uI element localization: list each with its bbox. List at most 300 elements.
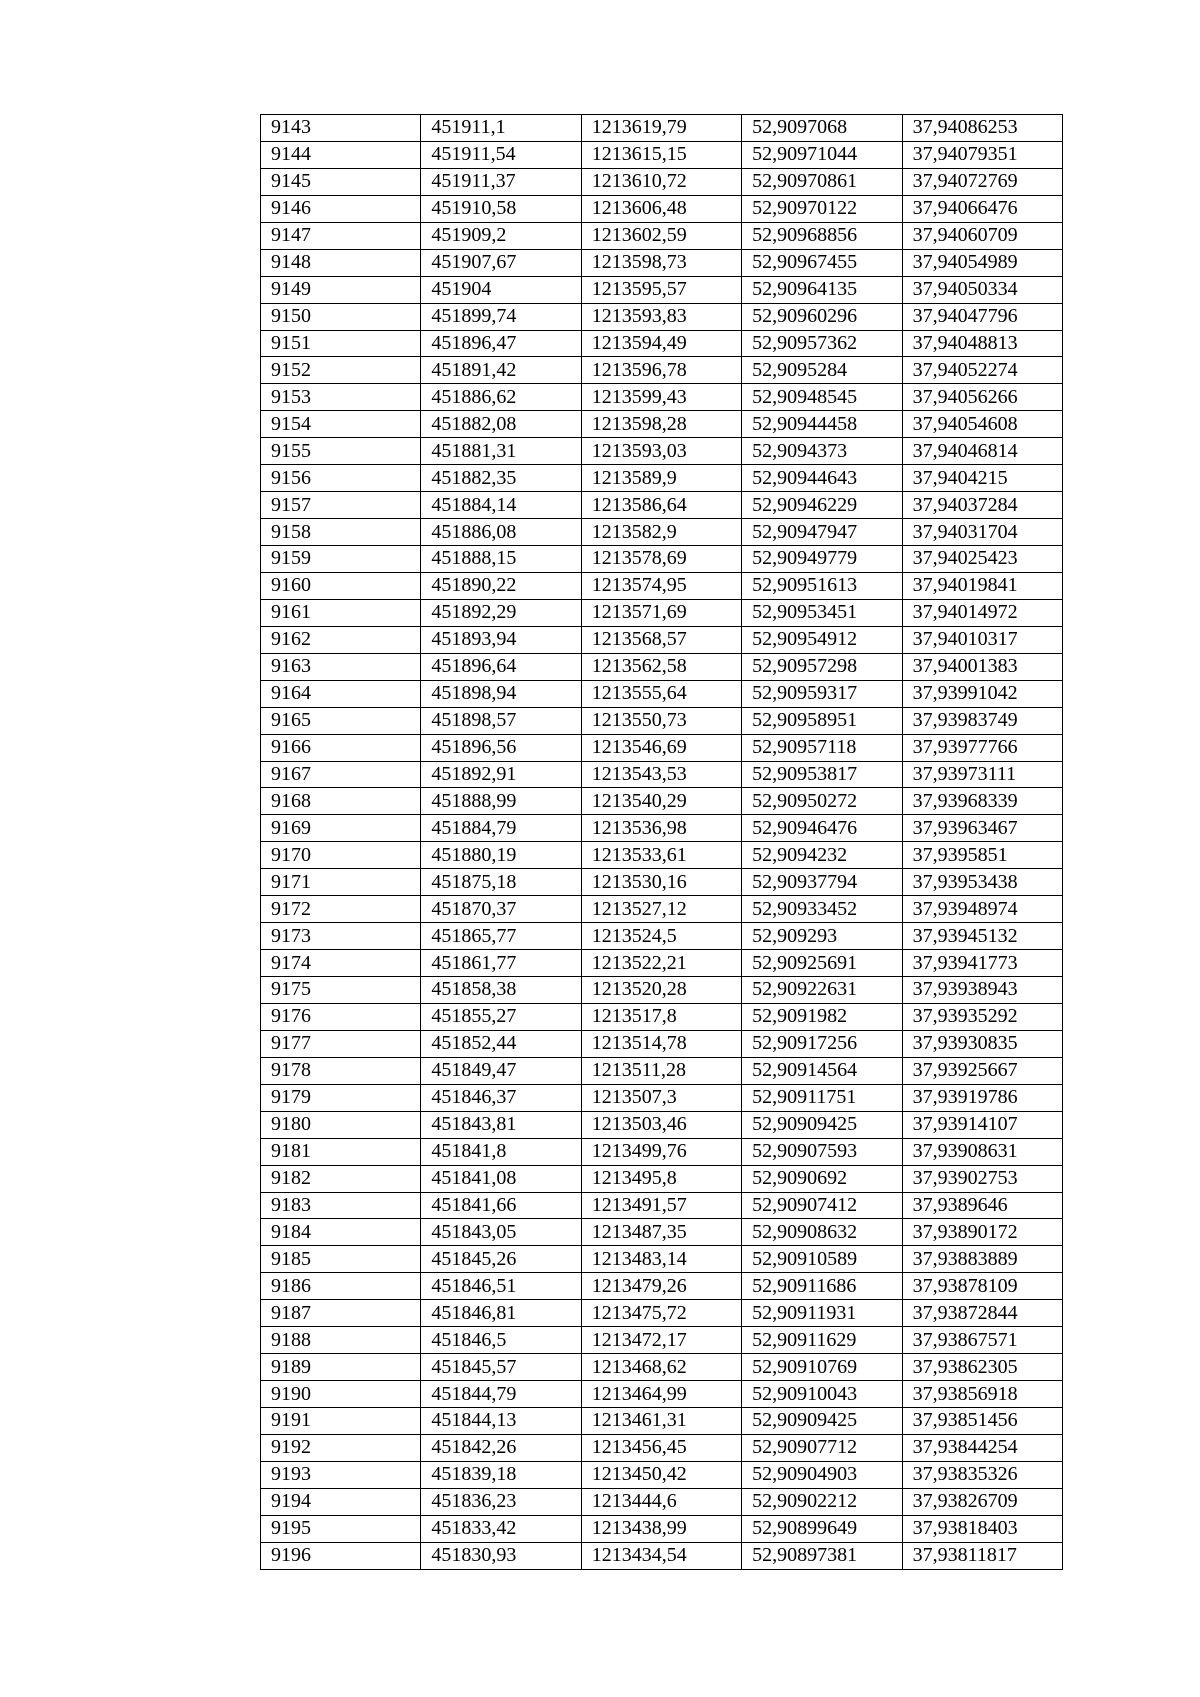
latitude-cell: 52,9090692 — [742, 1165, 902, 1192]
point-number-cell: 9189 — [261, 1354, 421, 1381]
x-coordinate-cell: 451875,18 — [421, 869, 581, 896]
latitude-cell: 52,90911931 — [742, 1300, 902, 1327]
y-coordinate-cell: 1213610,72 — [581, 168, 741, 195]
x-coordinate-cell: 451844,13 — [421, 1408, 581, 1435]
longitude-cell: 37,94086253 — [902, 115, 1062, 142]
table-row — [261, 1300, 1063, 1327]
y-coordinate-cell: 1213594,49 — [581, 330, 741, 357]
x-coordinate-cell: 451852,44 — [421, 1030, 581, 1057]
point-number-cell: 9149 — [261, 276, 421, 303]
table-row — [261, 1434, 1063, 1461]
point-number-cell: 9180 — [261, 1111, 421, 1138]
x-coordinate-cell: 451888,99 — [421, 788, 581, 815]
table-row — [261, 1461, 1063, 1488]
x-coordinate-cell: 451881,31 — [421, 438, 581, 465]
longitude-cell: 37,93883889 — [902, 1246, 1062, 1273]
y-coordinate-cell: 1213582,9 — [581, 519, 741, 546]
x-coordinate-cell: 451907,67 — [421, 249, 581, 276]
x-coordinate-cell: 451896,64 — [421, 653, 581, 680]
point-number-cell: 9157 — [261, 492, 421, 519]
x-coordinate-cell: 451882,35 — [421, 465, 581, 492]
y-coordinate-cell: 1213487,35 — [581, 1219, 741, 1246]
latitude-cell: 52,90950272 — [742, 788, 902, 815]
longitude-cell: 37,9389646 — [902, 1192, 1062, 1219]
table-row — [261, 1192, 1063, 1219]
x-coordinate-cell: 451845,26 — [421, 1246, 581, 1273]
point-number-cell: 9160 — [261, 572, 421, 599]
latitude-cell: 52,90917256 — [742, 1030, 902, 1057]
y-coordinate-cell: 1213543,53 — [581, 761, 741, 788]
longitude-cell: 37,93902753 — [902, 1165, 1062, 1192]
latitude-cell: 52,90958951 — [742, 707, 902, 734]
table-row — [261, 1030, 1063, 1057]
latitude-cell: 52,90947947 — [742, 519, 902, 546]
point-number-cell: 9177 — [261, 1030, 421, 1057]
table-row — [261, 465, 1063, 492]
y-coordinate-cell: 1213593,83 — [581, 303, 741, 330]
y-coordinate-cell: 1213522,21 — [581, 950, 741, 977]
latitude-cell: 52,90910043 — [742, 1381, 902, 1408]
longitude-cell: 37,93963467 — [902, 815, 1062, 842]
latitude-cell: 52,9097068 — [742, 115, 902, 142]
table-row — [261, 1057, 1063, 1084]
longitude-cell: 37,93878109 — [902, 1273, 1062, 1300]
latitude-cell: 52,90967455 — [742, 249, 902, 276]
table-row — [261, 734, 1063, 761]
table-row — [261, 249, 1063, 276]
latitude-cell: 52,90911629 — [742, 1327, 902, 1354]
table-row — [261, 222, 1063, 249]
longitude-cell: 37,93818403 — [902, 1515, 1062, 1542]
x-coordinate-cell: 451884,79 — [421, 815, 581, 842]
x-coordinate-cell: 451842,26 — [421, 1434, 581, 1461]
latitude-cell: 52,90907412 — [742, 1192, 902, 1219]
x-coordinate-cell: 451904 — [421, 276, 581, 303]
longitude-cell: 37,93948974 — [902, 896, 1062, 923]
table-row — [261, 384, 1063, 411]
y-coordinate-cell: 1213475,72 — [581, 1300, 741, 1327]
table-row — [261, 1354, 1063, 1381]
latitude-cell: 52,90957362 — [742, 330, 902, 357]
point-number-cell: 9152 — [261, 357, 421, 384]
x-coordinate-cell: 451896,47 — [421, 330, 581, 357]
x-coordinate-cell: 451843,81 — [421, 1111, 581, 1138]
latitude-cell: 52,90957298 — [742, 653, 902, 680]
y-coordinate-cell: 1213550,73 — [581, 707, 741, 734]
longitude-cell: 37,94001383 — [902, 653, 1062, 680]
y-coordinate-cell: 1213598,73 — [581, 249, 741, 276]
latitude-cell: 52,90937794 — [742, 869, 902, 896]
y-coordinate-cell: 1213461,31 — [581, 1408, 741, 1435]
table-row — [261, 1273, 1063, 1300]
longitude-cell: 37,94072769 — [902, 168, 1062, 195]
table-row — [261, 168, 1063, 195]
longitude-cell: 37,93826709 — [902, 1488, 1062, 1515]
table-row — [261, 1246, 1063, 1273]
latitude-cell: 52,90946476 — [742, 815, 902, 842]
latitude-cell: 52,90907712 — [742, 1434, 902, 1461]
y-coordinate-cell: 1213574,95 — [581, 572, 741, 599]
x-coordinate-cell: 451836,23 — [421, 1488, 581, 1515]
latitude-cell: 52,90971044 — [742, 141, 902, 168]
longitude-cell: 37,93872844 — [902, 1300, 1062, 1327]
table-row — [261, 707, 1063, 734]
x-coordinate-cell: 451849,47 — [421, 1057, 581, 1084]
table-row — [261, 1408, 1063, 1435]
latitude-cell: 52,90946229 — [742, 492, 902, 519]
longitude-cell: 37,94047796 — [902, 303, 1062, 330]
x-coordinate-cell: 451892,29 — [421, 599, 581, 626]
x-coordinate-cell: 451846,37 — [421, 1084, 581, 1111]
table-row — [261, 1084, 1063, 1111]
longitude-cell: 37,94037284 — [902, 492, 1062, 519]
y-coordinate-cell: 1213615,15 — [581, 141, 741, 168]
latitude-cell: 52,90911751 — [742, 1084, 902, 1111]
longitude-cell: 37,94050334 — [902, 276, 1062, 303]
latitude-cell: 52,90959317 — [742, 680, 902, 707]
table-row — [261, 519, 1063, 546]
point-number-cell: 9191 — [261, 1408, 421, 1435]
longitude-cell: 37,93925667 — [902, 1057, 1062, 1084]
y-coordinate-cell: 1213555,64 — [581, 680, 741, 707]
point-number-cell: 9167 — [261, 761, 421, 788]
y-coordinate-cell: 1213464,99 — [581, 1381, 741, 1408]
y-coordinate-cell: 1213499,76 — [581, 1138, 741, 1165]
x-coordinate-cell: 451882,08 — [421, 411, 581, 438]
y-coordinate-cell: 1213444,6 — [581, 1488, 741, 1515]
table-row — [261, 869, 1063, 896]
point-number-cell: 9146 — [261, 195, 421, 222]
latitude-cell: 52,90910769 — [742, 1354, 902, 1381]
latitude-cell: 52,9094232 — [742, 842, 902, 869]
latitude-cell: 52,9091982 — [742, 1003, 902, 1030]
coordinates-table — [260, 114, 1063, 1570]
x-coordinate-cell: 451846,51 — [421, 1273, 581, 1300]
latitude-cell: 52,90970122 — [742, 195, 902, 222]
latitude-cell: 52,90899649 — [742, 1515, 902, 1542]
x-coordinate-cell: 451886,62 — [421, 384, 581, 411]
latitude-cell: 52,9095284 — [742, 357, 902, 384]
x-coordinate-cell: 451911,54 — [421, 141, 581, 168]
latitude-cell: 52,90944643 — [742, 465, 902, 492]
longitude-cell: 37,94054989 — [902, 249, 1062, 276]
y-coordinate-cell: 1213495,8 — [581, 1165, 741, 1192]
point-number-cell: 9147 — [261, 222, 421, 249]
coordinates-table-body — [261, 115, 1063, 1570]
longitude-cell: 37,94052274 — [902, 357, 1062, 384]
table-row — [261, 923, 1063, 950]
y-coordinate-cell: 1213598,28 — [581, 411, 741, 438]
y-coordinate-cell: 1213578,69 — [581, 546, 741, 573]
table-row — [261, 330, 1063, 357]
y-coordinate-cell: 1213524,5 — [581, 923, 741, 950]
latitude-cell: 52,90949779 — [742, 546, 902, 573]
latitude-cell: 52,90954912 — [742, 626, 902, 653]
longitude-cell: 37,93908631 — [902, 1138, 1062, 1165]
y-coordinate-cell: 1213479,26 — [581, 1273, 741, 1300]
point-number-cell: 9188 — [261, 1327, 421, 1354]
table-row — [261, 1327, 1063, 1354]
longitude-cell: 37,94014972 — [902, 599, 1062, 626]
y-coordinate-cell: 1213540,29 — [581, 788, 741, 815]
latitude-cell: 52,90914564 — [742, 1057, 902, 1084]
point-number-cell: 9183 — [261, 1192, 421, 1219]
y-coordinate-cell: 1213589,9 — [581, 465, 741, 492]
point-number-cell: 9151 — [261, 330, 421, 357]
x-coordinate-cell: 451841,08 — [421, 1165, 581, 1192]
table-row — [261, 438, 1063, 465]
y-coordinate-cell: 1213562,58 — [581, 653, 741, 680]
point-number-cell: 9144 — [261, 141, 421, 168]
y-coordinate-cell: 1213503,46 — [581, 1111, 741, 1138]
y-coordinate-cell: 1213571,69 — [581, 599, 741, 626]
latitude-cell: 52,909293 — [742, 923, 902, 950]
x-coordinate-cell: 451845,57 — [421, 1354, 581, 1381]
table-row — [261, 1111, 1063, 1138]
point-number-cell: 9165 — [261, 707, 421, 734]
point-number-cell: 9194 — [261, 1488, 421, 1515]
x-coordinate-cell: 451909,2 — [421, 222, 581, 249]
latitude-cell: 52,90970861 — [742, 168, 902, 195]
longitude-cell: 37,93835326 — [902, 1461, 1062, 1488]
y-coordinate-cell: 1213606,48 — [581, 195, 741, 222]
point-number-cell: 9195 — [261, 1515, 421, 1542]
point-number-cell: 9150 — [261, 303, 421, 330]
x-coordinate-cell: 451911,1 — [421, 115, 581, 142]
point-number-cell: 9185 — [261, 1246, 421, 1273]
point-number-cell: 9172 — [261, 896, 421, 923]
longitude-cell: 37,93914107 — [902, 1111, 1062, 1138]
longitude-cell: 37,93941773 — [902, 950, 1062, 977]
y-coordinate-cell: 1213491,57 — [581, 1192, 741, 1219]
longitude-cell: 37,94031704 — [902, 519, 1062, 546]
table-row — [261, 653, 1063, 680]
longitude-cell: 37,93945132 — [902, 923, 1062, 950]
point-number-cell: 9162 — [261, 626, 421, 653]
latitude-cell: 52,90910589 — [742, 1246, 902, 1273]
longitude-cell: 37,93867571 — [902, 1327, 1062, 1354]
longitude-cell: 37,93953438 — [902, 869, 1062, 896]
table-row — [261, 1488, 1063, 1515]
x-coordinate-cell: 451884,14 — [421, 492, 581, 519]
y-coordinate-cell: 1213438,99 — [581, 1515, 741, 1542]
y-coordinate-cell: 1213586,64 — [581, 492, 741, 519]
y-coordinate-cell: 1213514,78 — [581, 1030, 741, 1057]
y-coordinate-cell: 1213599,43 — [581, 384, 741, 411]
y-coordinate-cell: 1213434,54 — [581, 1542, 741, 1569]
x-coordinate-cell: 451898,57 — [421, 707, 581, 734]
point-number-cell: 9182 — [261, 1165, 421, 1192]
table-row — [261, 761, 1063, 788]
x-coordinate-cell: 451891,42 — [421, 357, 581, 384]
x-coordinate-cell: 451892,91 — [421, 761, 581, 788]
latitude-cell: 52,90953451 — [742, 599, 902, 626]
latitude-cell: 52,90933452 — [742, 896, 902, 923]
table-row — [261, 896, 1063, 923]
point-number-cell: 9170 — [261, 842, 421, 869]
y-coordinate-cell: 1213511,28 — [581, 1057, 741, 1084]
latitude-cell: 52,90957118 — [742, 734, 902, 761]
x-coordinate-cell: 451899,74 — [421, 303, 581, 330]
y-coordinate-cell: 1213533,61 — [581, 842, 741, 869]
x-coordinate-cell: 451846,81 — [421, 1300, 581, 1327]
longitude-cell: 37,9404215 — [902, 465, 1062, 492]
x-coordinate-cell: 451830,93 — [421, 1542, 581, 1569]
y-coordinate-cell: 1213530,16 — [581, 869, 741, 896]
table-row — [261, 546, 1063, 573]
latitude-cell: 52,90904903 — [742, 1461, 902, 1488]
latitude-cell: 52,90909425 — [742, 1408, 902, 1435]
x-coordinate-cell: 451855,27 — [421, 1003, 581, 1030]
latitude-cell: 52,90897381 — [742, 1542, 902, 1569]
table-row — [261, 626, 1063, 653]
y-coordinate-cell: 1213517,8 — [581, 1003, 741, 1030]
x-coordinate-cell: 451865,77 — [421, 923, 581, 950]
y-coordinate-cell: 1213483,14 — [581, 1246, 741, 1273]
point-number-cell: 9158 — [261, 519, 421, 546]
y-coordinate-cell: 1213602,59 — [581, 222, 741, 249]
point-number-cell: 9190 — [261, 1381, 421, 1408]
x-coordinate-cell: 451880,19 — [421, 842, 581, 869]
point-number-cell: 9156 — [261, 465, 421, 492]
x-coordinate-cell: 451841,66 — [421, 1192, 581, 1219]
longitude-cell: 37,94010317 — [902, 626, 1062, 653]
x-coordinate-cell: 451861,77 — [421, 950, 581, 977]
x-coordinate-cell: 451844,79 — [421, 1381, 581, 1408]
latitude-cell: 52,90908632 — [742, 1219, 902, 1246]
longitude-cell: 37,94046814 — [902, 438, 1062, 465]
latitude-cell: 52,90944458 — [742, 411, 902, 438]
table-row — [261, 141, 1063, 168]
point-number-cell: 9159 — [261, 546, 421, 573]
point-number-cell: 9168 — [261, 788, 421, 815]
table-row — [261, 680, 1063, 707]
x-coordinate-cell: 451839,18 — [421, 1461, 581, 1488]
x-coordinate-cell: 451888,15 — [421, 546, 581, 573]
table-row — [261, 1003, 1063, 1030]
y-coordinate-cell: 1213520,28 — [581, 977, 741, 1004]
table-row — [261, 1515, 1063, 1542]
y-coordinate-cell: 1213507,3 — [581, 1084, 741, 1111]
longitude-cell: 37,93938943 — [902, 977, 1062, 1004]
point-number-cell: 9176 — [261, 1003, 421, 1030]
longitude-cell: 37,94066476 — [902, 195, 1062, 222]
longitude-cell: 37,93811817 — [902, 1542, 1062, 1569]
point-number-cell: 9193 — [261, 1461, 421, 1488]
point-number-cell: 9166 — [261, 734, 421, 761]
y-coordinate-cell: 1213468,62 — [581, 1354, 741, 1381]
table-row — [261, 357, 1063, 384]
table-row — [261, 950, 1063, 977]
y-coordinate-cell: 1213527,12 — [581, 896, 741, 923]
latitude-cell: 52,90951613 — [742, 572, 902, 599]
point-number-cell: 9175 — [261, 977, 421, 1004]
longitude-cell: 37,93968339 — [902, 788, 1062, 815]
longitude-cell: 37,93983749 — [902, 707, 1062, 734]
table-row — [261, 842, 1063, 869]
table-row — [261, 411, 1063, 438]
point-number-cell: 9145 — [261, 168, 421, 195]
latitude-cell: 52,90911686 — [742, 1273, 902, 1300]
latitude-cell: 52,90902212 — [742, 1488, 902, 1515]
x-coordinate-cell: 451890,22 — [421, 572, 581, 599]
table-row — [261, 115, 1063, 142]
table-row — [261, 303, 1063, 330]
longitude-cell: 37,93991042 — [902, 680, 1062, 707]
x-coordinate-cell: 451843,05 — [421, 1219, 581, 1246]
table-row — [261, 1138, 1063, 1165]
table-row — [261, 572, 1063, 599]
y-coordinate-cell: 1213596,78 — [581, 357, 741, 384]
point-number-cell: 9143 — [261, 115, 421, 142]
latitude-cell: 52,90964135 — [742, 276, 902, 303]
latitude-cell: 52,90907593 — [742, 1138, 902, 1165]
x-coordinate-cell: 451833,42 — [421, 1515, 581, 1542]
longitude-cell: 37,93935292 — [902, 1003, 1062, 1030]
point-number-cell: 9161 — [261, 599, 421, 626]
x-coordinate-cell: 451858,38 — [421, 977, 581, 1004]
longitude-cell: 37,94019841 — [902, 572, 1062, 599]
longitude-cell: 37,94060709 — [902, 222, 1062, 249]
table-row — [261, 977, 1063, 1004]
latitude-cell: 52,90922631 — [742, 977, 902, 1004]
table-row — [261, 599, 1063, 626]
latitude-cell: 52,90960296 — [742, 303, 902, 330]
point-number-cell: 9187 — [261, 1300, 421, 1327]
longitude-cell: 37,94079351 — [902, 141, 1062, 168]
point-number-cell: 9169 — [261, 815, 421, 842]
table-row — [261, 815, 1063, 842]
longitude-cell: 37,9395851 — [902, 842, 1062, 869]
longitude-cell: 37,93890172 — [902, 1219, 1062, 1246]
table-row — [261, 1219, 1063, 1246]
x-coordinate-cell: 451886,08 — [421, 519, 581, 546]
longitude-cell: 37,93851456 — [902, 1408, 1062, 1435]
latitude-cell: 52,90948545 — [742, 384, 902, 411]
point-number-cell: 9173 — [261, 923, 421, 950]
y-coordinate-cell: 1213593,03 — [581, 438, 741, 465]
y-coordinate-cell: 1213595,57 — [581, 276, 741, 303]
longitude-cell: 37,93977766 — [902, 734, 1062, 761]
latitude-cell: 52,90925691 — [742, 950, 902, 977]
point-number-cell: 9163 — [261, 653, 421, 680]
point-number-cell: 9186 — [261, 1273, 421, 1300]
longitude-cell: 37,93973111 — [902, 761, 1062, 788]
table-row — [261, 1542, 1063, 1569]
latitude-cell: 52,90953817 — [742, 761, 902, 788]
longitude-cell: 37,94056266 — [902, 384, 1062, 411]
table-row — [261, 276, 1063, 303]
table-row — [261, 195, 1063, 222]
x-coordinate-cell: 451896,56 — [421, 734, 581, 761]
x-coordinate-cell: 451870,37 — [421, 896, 581, 923]
y-coordinate-cell: 1213450,42 — [581, 1461, 741, 1488]
x-coordinate-cell: 451898,94 — [421, 680, 581, 707]
table-row — [261, 788, 1063, 815]
longitude-cell: 37,93919786 — [902, 1084, 1062, 1111]
longitude-cell: 37,93844254 — [902, 1434, 1062, 1461]
y-coordinate-cell: 1213536,98 — [581, 815, 741, 842]
point-number-cell: 9192 — [261, 1434, 421, 1461]
y-coordinate-cell: 1213546,69 — [581, 734, 741, 761]
point-number-cell: 9153 — [261, 384, 421, 411]
x-coordinate-cell: 451911,37 — [421, 168, 581, 195]
point-number-cell: 9174 — [261, 950, 421, 977]
point-number-cell: 9184 — [261, 1219, 421, 1246]
point-number-cell: 9196 — [261, 1542, 421, 1569]
point-number-cell: 9181 — [261, 1138, 421, 1165]
longitude-cell: 37,93856918 — [902, 1381, 1062, 1408]
